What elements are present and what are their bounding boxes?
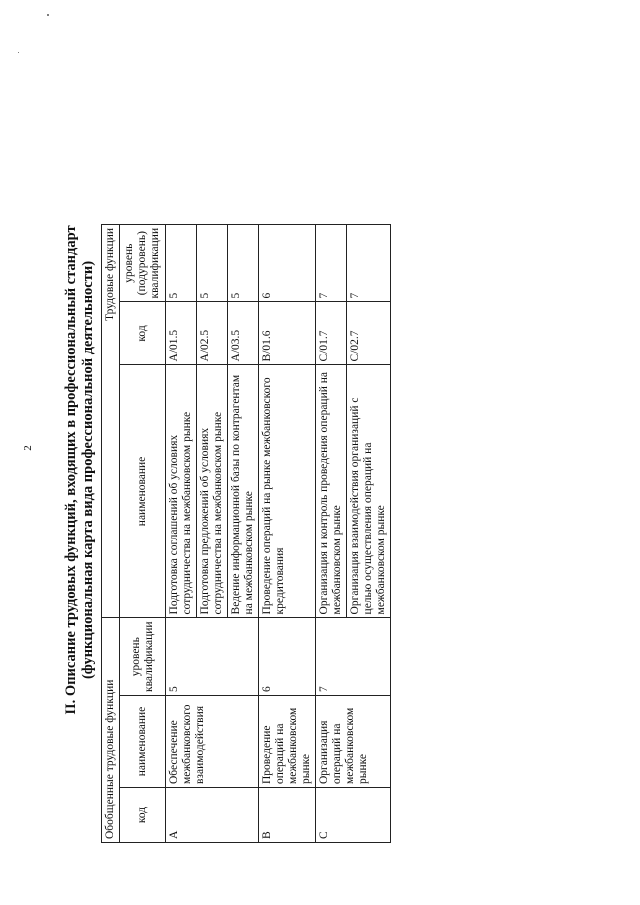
function-level: 5: [166, 224, 197, 302]
header-function-name: наименование: [120, 365, 166, 618]
table-row: [259, 224, 316, 842]
scan-speck: [18, 52, 19, 53]
function-level: 5: [228, 224, 259, 302]
section-title: [63, 85, 97, 855]
header-labor-functions: Трудовые функции: [102, 224, 120, 618]
table-row: [166, 224, 197, 842]
generalized-code-a: A: [166, 788, 259, 843]
function-name: Подготовка соглашений об условиях сотрудничества на межбанковском рынке: [166, 365, 197, 618]
title-line-2: (функциональная карта вида профессиональной деятельности): [80, 260, 96, 680]
table-row: [316, 224, 347, 842]
generalized-level-b: 6: [259, 618, 316, 696]
function-level: 7: [347, 224, 391, 302]
generalized-name-c: Организация операций на межбанковском рынке: [316, 696, 391, 788]
scan-speck: [47, 14, 49, 16]
generalized-name-a: Обеспечение межбанковского взаимодействия: [166, 696, 259, 788]
function-level: 6: [259, 224, 316, 302]
generalized-code-c: C: [316, 788, 391, 843]
function-code: C/01.7: [316, 302, 347, 365]
header-row-columns: [120, 224, 166, 842]
functional-map-table: [101, 224, 391, 843]
function-code: A/01.5: [166, 302, 197, 365]
function-code: A/02.5: [197, 302, 228, 365]
function-code: C/02.7: [347, 302, 391, 365]
generalized-level-c: 7: [316, 618, 391, 696]
header-code: код: [120, 788, 166, 843]
header-function-level: уровень (подуровень) квалификации: [120, 224, 166, 302]
header-level: уровень квалификации: [120, 618, 166, 696]
function-code: A/03.5: [228, 302, 259, 365]
generalized-name-b: Проведение операций на межбанковском рынке: [259, 696, 316, 788]
function-name: Подготовка предложений об условиях сотрудничества на межбанковском рынке: [197, 365, 228, 618]
title-line-1: II. Описание трудовых функций, входящих в профессиональный стандарт: [63, 225, 79, 715]
header-function-code: код: [120, 302, 166, 365]
generalized-code-b: B: [259, 788, 316, 843]
header-row-groups: [102, 224, 120, 842]
function-code: B/01.6: [259, 302, 316, 365]
function-name: Организация и контроль проведения операций на межбанковском рынке: [316, 365, 347, 618]
generalized-level-a: 5: [166, 618, 259, 696]
function-name: Ведение информационной базы по контрагентам на межбанковском рынке: [228, 365, 259, 618]
function-level: 5: [197, 224, 228, 302]
header-generalized-functions: Обобщенные трудовые функции: [102, 618, 120, 843]
function-name: Организация взаимодействия организаций с целью осуществления операций на межбанковском рынке: [347, 365, 391, 618]
rotated-page-content: [63, 85, 387, 855]
function-level: 7: [316, 224, 347, 302]
header-name: наименование: [120, 696, 166, 788]
function-name: Проведение операций на рынке межбанковского кредитования: [259, 365, 316, 618]
page-number: 2: [21, 445, 34, 451]
